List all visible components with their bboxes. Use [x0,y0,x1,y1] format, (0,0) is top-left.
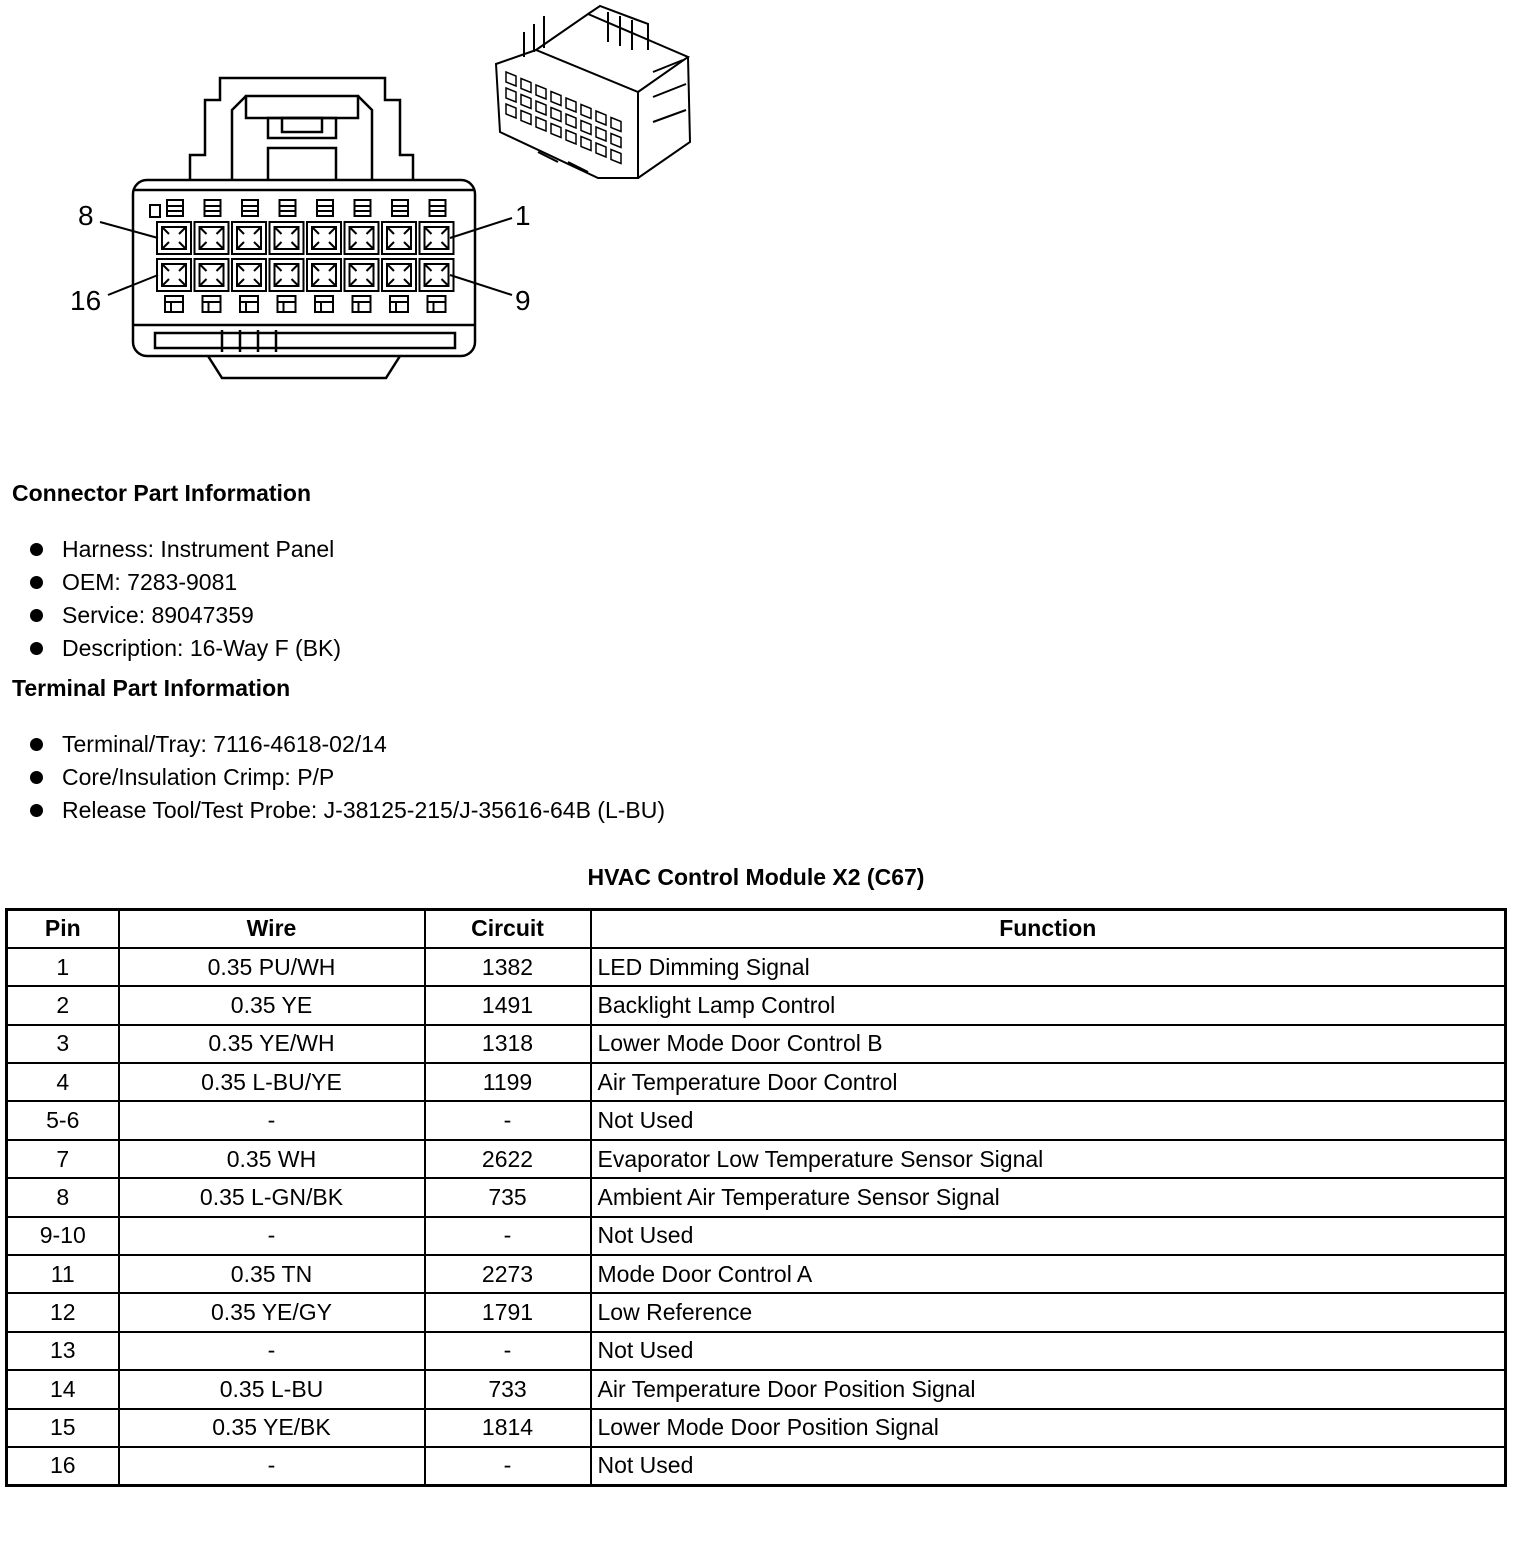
terminal-cavity [536,85,546,99]
cell-function: Low Reference [591,1293,1506,1331]
list-item: Terminal/Tray: 7116-4618-02/14 [26,729,665,762]
list-item: Release Tool/Test Probe: J-38125-215/J-35616-64B (L-BU) [26,795,665,828]
terminal-cavity [596,127,606,141]
cell-wire: 0.35 TN [119,1255,425,1293]
cell-wire: 0.35 YE/BK [119,1409,425,1447]
terminal-cavity [566,114,576,128]
cell-circuit: - [425,1217,591,1255]
cell-circuit: 1199 [425,1063,591,1101]
cell-pin: 7 [7,1140,119,1178]
list-item: OEM: 7283-9081 [26,567,341,600]
callout-pin-9: 9 [515,285,531,316]
latch-tab [392,200,408,216]
cell-wire: - [119,1332,425,1370]
terminal-cavity [611,134,621,148]
table-row [7,1409,1506,1447]
bullet-icon [30,642,43,655]
latch-tab [428,296,446,312]
cell-wire: - [119,1217,425,1255]
cell-circuit: - [425,1447,591,1485]
terminal-cavity [521,79,531,93]
cell-pin: 14 [7,1370,119,1408]
list-item: Service: 89047359 [26,600,341,633]
cell-circuit: 735 [425,1178,591,1216]
cell-wire: 0.35 L-BU [119,1370,425,1408]
terminal-cavity [551,124,561,138]
cell-wire: - [119,1447,425,1485]
cell-function: Not Used [591,1217,1506,1255]
cell-function: Not Used [591,1101,1506,1139]
cell-function: Lower Mode Door Position Signal [591,1409,1506,1447]
list-item: Description: 16-Way F (BK) [26,633,341,666]
header-function: Function [591,910,1506,948]
connector-isometric-illustration [488,2,698,184]
cell-pin: 4 [7,1063,119,1101]
terminal-cavity [536,117,546,131]
latch-tab [430,200,446,216]
bullet-icon [30,543,43,556]
latch-tab [278,296,296,312]
terminal-cavity [566,130,576,144]
cell-function: Mode Door Control A [591,1255,1506,1293]
terminal-part-information-heading: Terminal Part Information [12,675,291,701]
terminal-cavity [506,72,516,86]
cell-wire: 0.35 WH [119,1140,425,1178]
cell-wire: 0.35 PU/WH [119,948,425,986]
cell-function: Lower Mode Door Control B [591,1025,1506,1063]
list-item: Harness: Instrument Panel [26,534,341,567]
table-row [7,1255,1506,1293]
pinout-table [5,908,1507,1487]
table-title: HVAC Control Module X2 (C67) [587,864,925,890]
table-row [7,1332,1506,1370]
cell-wire: 0.35 YE [119,986,425,1024]
table-header-row [7,910,1506,948]
terminal-cavity [551,92,561,106]
table-row [7,1217,1506,1255]
cell-pin: 9-10 [7,1217,119,1255]
cell-circuit: - [425,1332,591,1370]
latch-tab [317,200,333,216]
header-pin: Pin [7,910,119,948]
terminal-cavity [506,88,516,102]
table-row [7,948,1506,986]
cell-circuit: 2622 [425,1140,591,1178]
cell-circuit: 1814 [425,1409,591,1447]
terminal-cavity [506,104,516,118]
connector-face-diagram [60,70,540,390]
cell-pin: 1 [7,948,119,986]
terminal-cavity [611,150,621,164]
table-row [7,1178,1506,1216]
table-row [7,1063,1506,1101]
cell-function: Not Used [591,1447,1506,1485]
latch-tab [167,200,183,216]
callout-pin-8: 8 [78,200,94,231]
terminal-cavity [536,101,546,115]
cell-circuit: 1791 [425,1293,591,1331]
connector-part-information-heading: Connector Part Information [12,480,312,506]
cell-pin: 12 [7,1293,119,1331]
bullet-icon [30,771,43,784]
cell-function: Ambient Air Temperature Sensor Signal [591,1178,1506,1216]
terminal-cavity [521,95,531,109]
latch-tab [205,200,221,216]
terminal-cavity [551,108,561,122]
terminal-part-information-list [26,729,665,828]
terminal-cavity [581,137,591,151]
cell-circuit: 733 [425,1370,591,1408]
cell-function: Backlight Lamp Control [591,986,1506,1024]
table-row [7,1293,1506,1331]
latch-tab [242,200,258,216]
header-wire: Wire [119,910,425,948]
cell-function: Air Temperature Door Position Signal [591,1370,1506,1408]
cell-circuit: 1382 [425,948,591,986]
latch-tab [240,296,258,312]
cell-pin: 16 [7,1447,119,1485]
cell-pin: 2 [7,986,119,1024]
table-row [7,1447,1506,1485]
table-row [7,1140,1506,1178]
latch-tab [150,205,160,217]
cell-circuit: - [425,1101,591,1139]
terminal-cavity [611,118,621,132]
terminal-cavity [566,98,576,112]
cell-pin: 15 [7,1409,119,1447]
table-row [7,1025,1506,1063]
cell-pin: 8 [7,1178,119,1216]
terminal-cavity [596,111,606,125]
header-circuit: Circuit [425,910,591,948]
latch-tab [315,296,333,312]
cell-circuit: 1491 [425,986,591,1024]
table-row [7,1370,1506,1408]
latch-tab [165,296,183,312]
cell-circuit: 1318 [425,1025,591,1063]
table-row [7,1101,1506,1139]
bullet-icon [30,576,43,589]
callout-pin-16: 16 [70,285,102,316]
cell-function: Evaporator Low Temperature Sensor Signal [591,1140,1506,1178]
cell-wire: 0.35 YE/GY [119,1293,425,1331]
cell-function: LED Dimming Signal [591,948,1506,986]
bullet-icon [30,738,43,751]
cell-wire: 0.35 L-BU/YE [119,1063,425,1101]
cell-wire: 0.35 YE/WH [119,1025,425,1063]
cell-pin: 5-6 [7,1101,119,1139]
cell-wire: - [119,1101,425,1139]
cell-wire: 0.35 L-GN/BK [119,1178,425,1216]
latch-tab [203,296,221,312]
latch-tab [353,296,371,312]
cell-pin: 3 [7,1025,119,1063]
latch-tab [390,296,408,312]
bullet-icon [30,609,43,622]
table-row [7,986,1506,1024]
latch-tab [355,200,371,216]
terminal-cavity [596,143,606,157]
cell-pin: 13 [7,1332,119,1370]
cell-pin: 11 [7,1255,119,1293]
callout-pin-1: 1 [515,200,531,231]
terminal-cavity [521,111,531,125]
cell-circuit: 2273 [425,1255,591,1293]
terminal-cavity [581,105,591,119]
bullet-icon [30,804,43,817]
latch-tab [280,200,296,216]
list-item: Core/Insulation Crimp: P/P [26,762,665,795]
cell-function: Air Temperature Door Control [591,1063,1506,1101]
connector-part-information-list [26,534,341,666]
cell-function: Not Used [591,1332,1506,1370]
terminal-cavity [581,121,591,135]
